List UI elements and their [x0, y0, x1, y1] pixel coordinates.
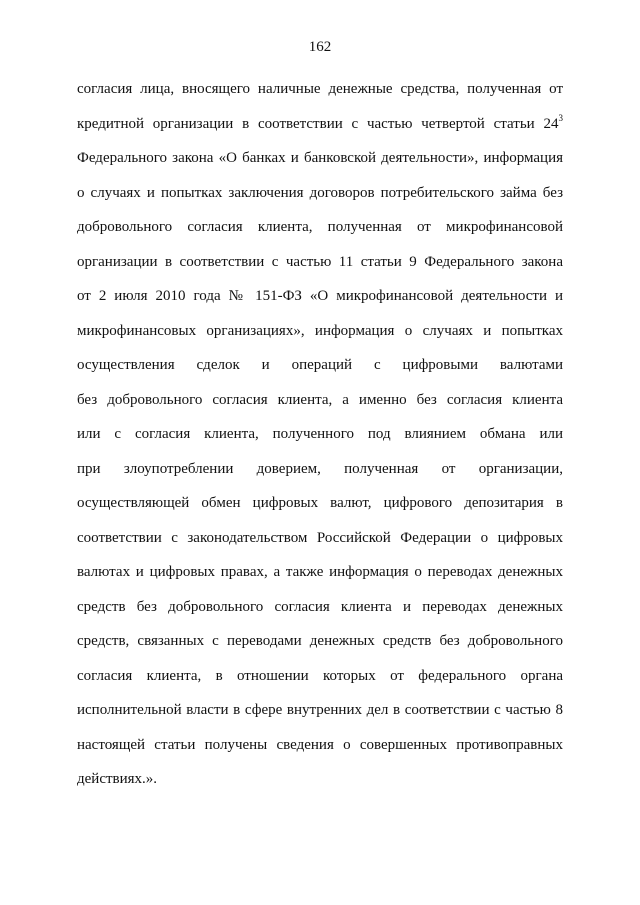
text-line: добровольного согласия клиента, полученная от микрофинансовой [77, 219, 563, 235]
text-line: или с согласия клиента, полученного под влиянием обмана или [77, 426, 563, 442]
text-line: при злоупотреблении доверием, полученная от организации, [77, 460, 563, 477]
body-text [77, 72, 563, 797]
superscript: 3 [558, 112, 563, 123]
text-line: средств, связанных с переводами денежных средств без добровольного [77, 633, 563, 649]
page-number: 162 [308, 39, 332, 55]
text-line: без добровольного согласия клиента, а именно без согласия клиента [77, 391, 563, 408]
text-line [77, 107, 563, 142]
text-line: согласия лица, вносящего наличные денежные средства, полученная от [77, 81, 563, 97]
text-line-last: действиях.». [77, 771, 158, 787]
text-line-content: кредитной организации в соответствии с частью четвертой статьи 24 [77, 115, 559, 132]
text-line: согласия клиента, в отношении которых от федерального органа [77, 667, 563, 684]
text-line: валютах и цифровых правах, а также информация о переводах денежных [77, 564, 563, 580]
text-line: Федерального закона «О банках и банковской деятельности», информация [77, 150, 563, 166]
text-line: осуществляющей обмен цифровых валют, цифрового депозитария в [77, 495, 563, 511]
text-line: средств без добровольного согласия клиента и переводах денежных [77, 598, 563, 615]
text-line: микрофинансовых организациях», информация о случаях и попытках [77, 322, 563, 339]
text-line: настоящей статьи получены сведения о совершенных противоправных [77, 736, 563, 753]
text-line: организации в соответствии с частью 11 статьи 9 Федерального закона [77, 253, 563, 270]
text-line: от 2 июля 2010 года № 151-ФЗ «О микрофинансовой деятельности и [77, 288, 563, 304]
text-line: исполнительной власти в сфере внутренних дел в соответствии с частью 8 [77, 702, 563, 718]
text-line: осуществления сделок и операций с цифровыми валютами [77, 357, 563, 373]
text-line: соответствии с законодательством Российской Федерации о цифровых [77, 529, 563, 546]
text-line: о случаях и попытках заключения договоров потребительского займа без [77, 184, 563, 201]
